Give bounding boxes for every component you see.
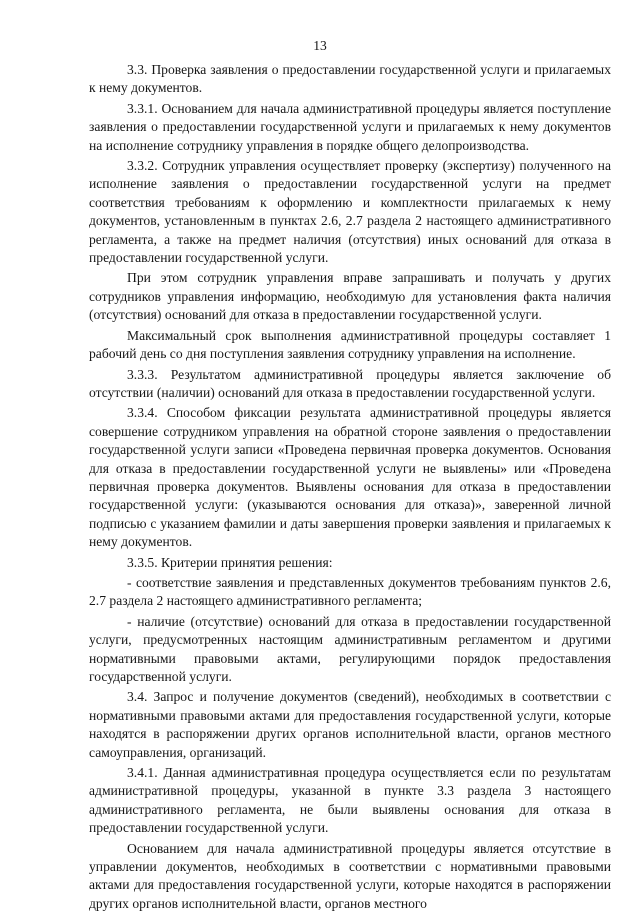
paragraph-basis-procedure: Основанием для начала административной процедуры является отсутствие в управлении документов, необходимых в соответствии с нормативными правовыми актами для предоставления государственной услуги, которые находятся в распоряжении других органов исполнительной власти, органов местного <box>89 840 611 911</box>
paragraph-3-4-1: 3.4.1. Данная административная процедура осуществляется если по результатам административной процедуры, указанной в пункте 3.3 раздела 3 настоящего административного регламента, не были выявлены основания для отказа в предоставлении государственной услуги. <box>89 765 611 836</box>
paragraph-3-3-2: 3.3.2. Сотрудник управления осуществляет проверку (экспертизу) полученного на исполнение заявления о предоставлении государственной услуги на предмет соответствия требованиям к оформлению и комплектности прилагаемых к нему документов, установленным в пунктах 2.6, 2.7 раздела 2 настоящего административного регламента, а также на предмет наличия (отсутствия) иных оснований для отказа в предоставлении государственной услуги. <box>89 158 611 266</box>
paragraph-3-3: 3.3. Проверка заявления о предоставлении государственной услуги и прилагаемых к нему документов. <box>89 62 611 96</box>
page-number: 13 <box>313 38 327 53</box>
criteria-item-compliance: - соответствие заявления и представленных документов требованиям пунктов 2.6, 2.7 раздела 2 настоящего административного регламента; <box>89 574 611 609</box>
paragraph-request-info: При этом сотрудник управления вправе запрашивать и получать у других сотрудников управления информацию, необходимую для установления факта наличия (отсутствия) оснований для отказа в предоставлении государственной услуги. <box>89 270 611 323</box>
document-body <box>89 61 611 915</box>
paragraph-3-3-5: 3.3.5. Критерии принятия решения: <box>127 554 333 570</box>
criteria-item-refusal-grounds: - наличие (отсутствие) оснований для отказа в предоставлении государственной услуги, предусмотренных настоящим административным регламентом и другими нормативными правовыми актами, регулирующими порядок предоставления государственной услуги. <box>89 613 611 684</box>
paragraph-3-4: 3.4. Запрос и получение документов (сведений), необходимых в соответствии с нормативными правовыми актами для предоставления государственной услуги, которые находятся в распоряжении других органов исполнительной власти, органов местного самоуправления, организаций. <box>89 689 611 760</box>
paragraph-3-3-1: 3.3.1. Основанием для начала административной процедуры является поступление заявления о предоставлении государственной услуги и прилагаемых к нему документов на исполнение сотруднику управления в порядке общего делопроизводства. <box>89 100 611 153</box>
paragraph-3-3-4: 3.3.4. Способом фиксации результата административной процедуры является совершение сотрудником управления на обратной стороне заявления о предоставлении государственной услуги записи «Проведена первичная проверка документов. Основания для отказа в предоставлении государственной услуги не выявлены» или «Проведена первичная проверка документов. Выявлены основания для отказа в предоставлении государственной услуги: (указываются основания для отказа)», заверенной личной подписью с указанием фамилии и даты завершения проверки заявления и прилагаемых к нему документов. <box>89 405 611 550</box>
paragraph-max-duration: Максимальный срок выполнения административной процедуры составляет 1 рабочий день со дня поступления заявления сотруднику управления на исполнение. <box>89 327 611 362</box>
paragraph-3-3-3: 3.3.3. Результатом административной процедуры является заключение об отсутствии (наличии) оснований для отказа в предоставлении государственной услуги. <box>89 366 611 400</box>
